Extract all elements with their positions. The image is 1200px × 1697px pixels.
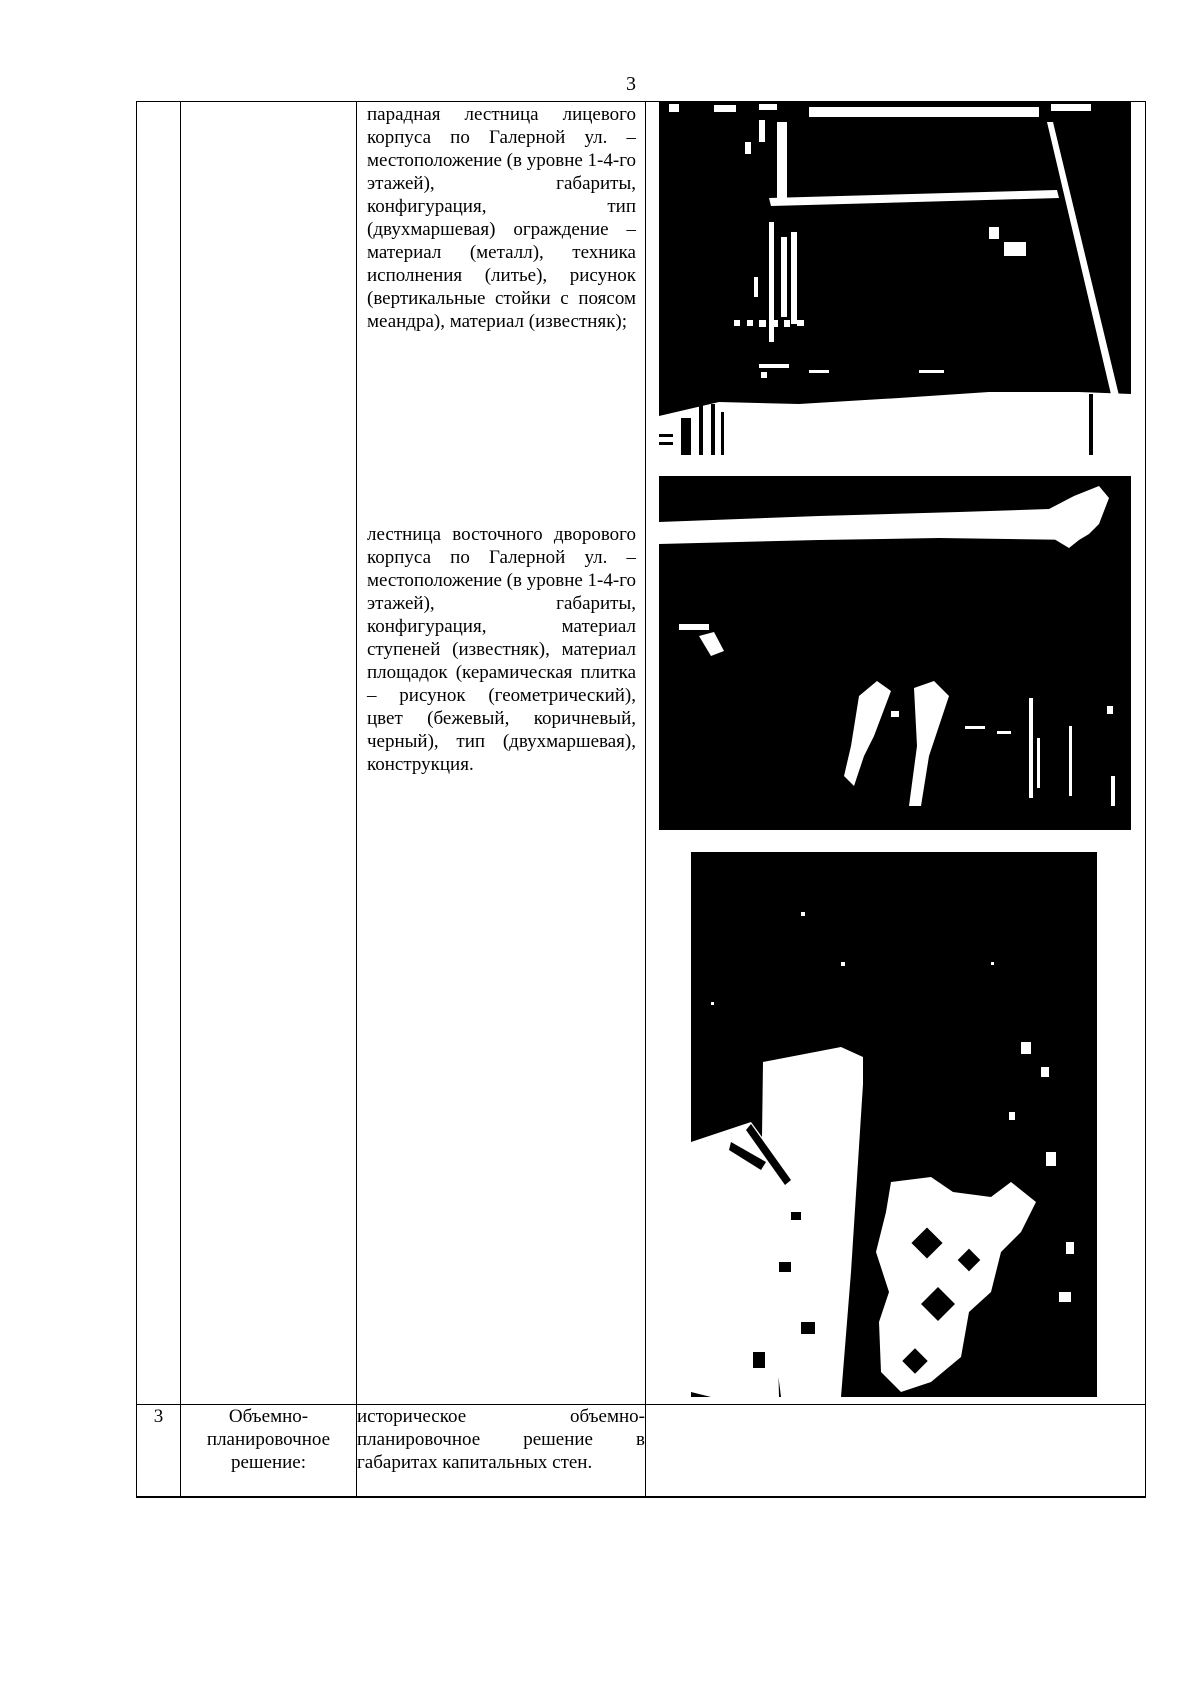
table-row [137,102,1146,1405]
main-staircase-description: парадная лестница лицевого корпуса по Галерной ул. – местоположение (в уровне 1-4-го этажей), габариты, конфигурация, тип (двухмаршевая) ограждение – материал (металл), техника исполнения (литье), рисунок (вертикальные стойки с поясом меандра), материал (известняк); [367,104,637,332]
courtyard-staircase-description: лестница восточного дворового корпуса по Галерной ул. – местоположение (в уровне 1-4-го этажей), габариты, конфигурация, материал ступеней (известняк), материал площадок (керамическая плитка – рисунок (геометрический), цвет (бежевый, коричневый, черный), тип (двухмаршевая), конструкция. [367,524,637,775]
photo-cell [646,1405,1146,1497]
staircase-railing-photo [659,102,1131,455]
description-cell [357,102,646,1405]
row-number-cell [137,102,181,1405]
courtyard-staircase-photo [659,476,1131,830]
tiled-landing-photo [691,852,1097,1397]
description-cell: историческое объемно-планировочное решение в габаритах капитальных стен. [357,1405,646,1497]
page-number: 3 [626,73,636,95]
table-row [137,1405,1146,1497]
feature-name-cell: Объемно-планировочное решение: [181,1405,357,1497]
feature-name-cell [181,102,357,1405]
photo-cell [646,102,1146,1405]
protected-features-table [136,101,1146,1498]
row-number-cell: 3 [137,1405,181,1497]
